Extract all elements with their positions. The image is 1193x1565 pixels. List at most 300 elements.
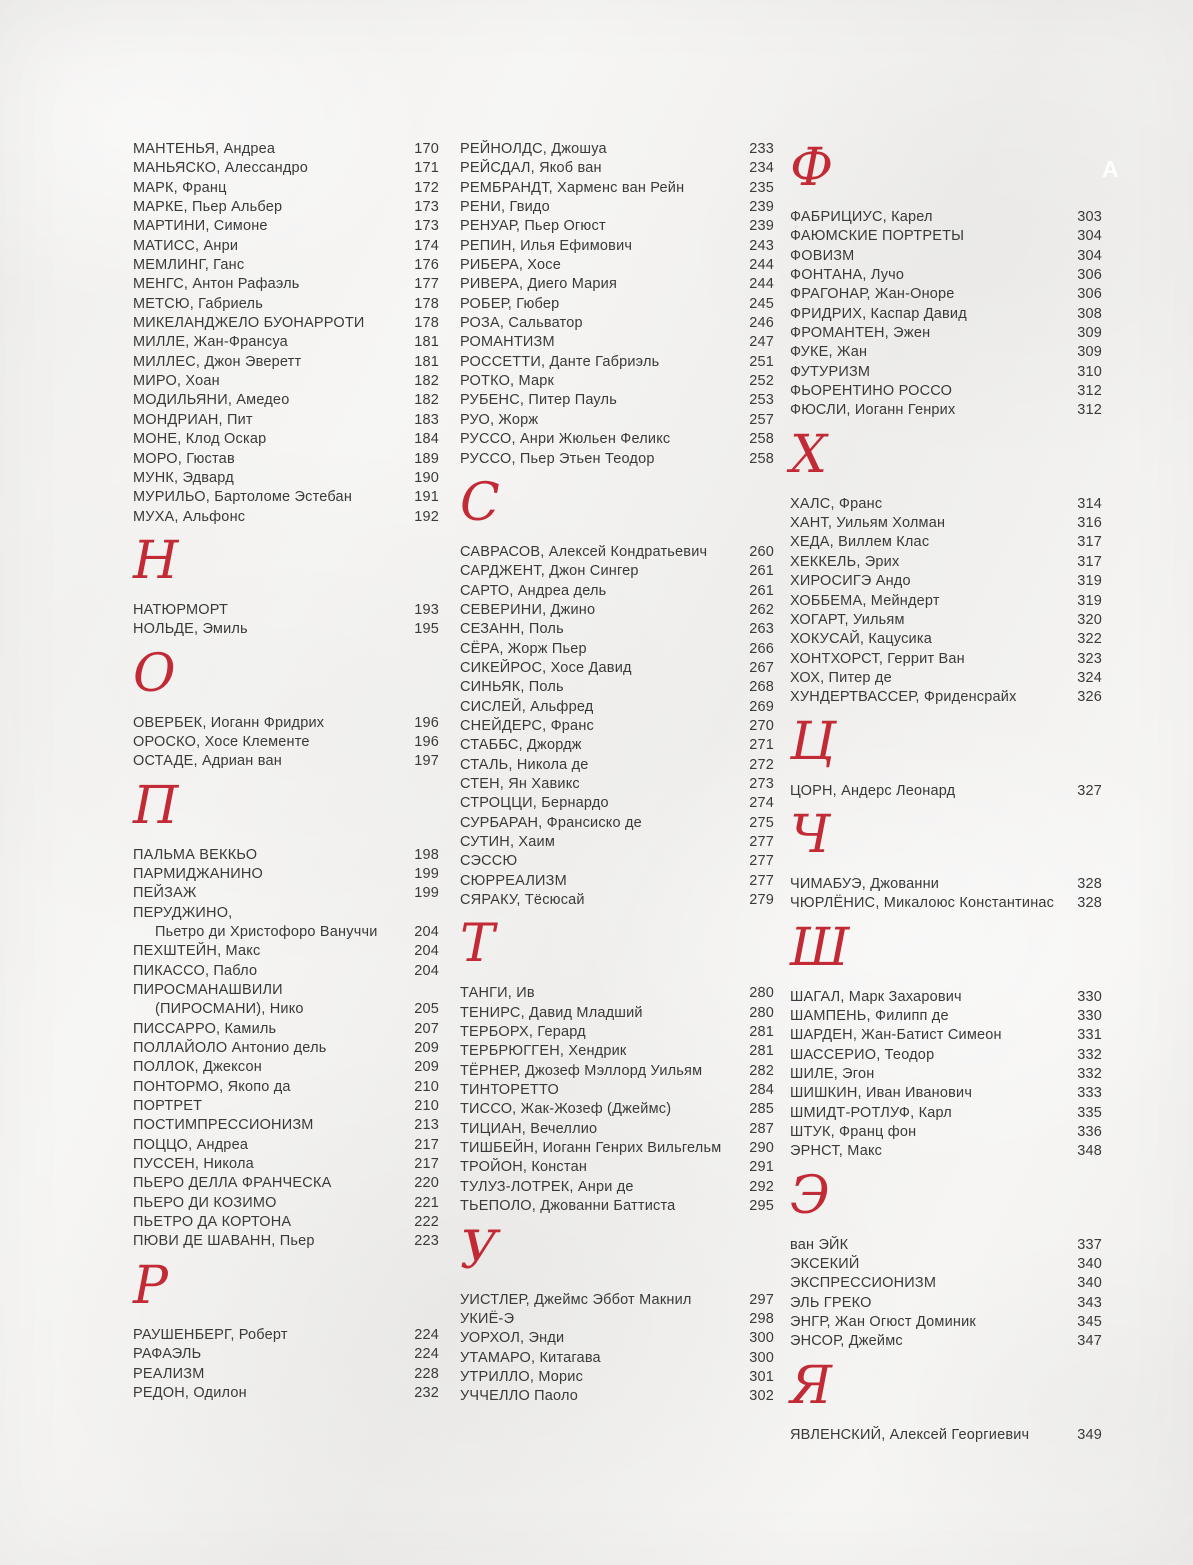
index-entry-continuation [133,923,439,942]
entry-name: МАРТИНИ, Симоне [133,218,268,235]
entry-page: 281 [749,1043,774,1060]
entry-page: 220 [414,1175,439,1192]
entry-page: 174 [414,237,439,254]
entry-name: ШАГАЛ, Марк Захарович [790,988,962,1005]
entry-page: 306 [1077,267,1102,284]
entry-page: 309 [1077,344,1102,361]
entry-page: 178 [414,315,439,332]
index-entry [133,620,439,639]
entry-page: 322 [1077,631,1102,648]
entry-name: ПОНТОРМО, Якопо да [133,1078,291,1095]
index-entry [460,984,774,1003]
entry-name: ТЬЕПОЛО, Джованни Баттиста [460,1198,676,1215]
entry-name: РУО, Жорж [460,411,539,428]
index-entry [133,865,439,884]
entry-name: СЯРАКУ, Тёсюсай [460,892,585,909]
index-entry [460,1349,774,1368]
entry-page: 303 [1077,209,1102,225]
index-entry [460,1023,774,1042]
section-letter-Р: Р [133,1255,168,1316]
entry-name: РЕЙНОЛДС, Джошуа [460,141,607,157]
entry-page: 223 [414,1233,439,1250]
entry-name: ПАРМИДЖАНИНО [133,865,264,882]
entry-page: 178 [414,295,439,312]
entry-page: 280 [749,1004,774,1021]
entry-page: 309 [1077,325,1102,342]
index-entry [133,942,439,961]
entry-page: 324 [1077,669,1102,686]
section-letter-У: У [460,1220,498,1281]
entry-name: СТРОЦЦИ, Бернардо [460,795,609,812]
entry-name: ПОЛЛАЙОЛО Антонио дель [133,1040,327,1057]
entry-name: РЕЙСДАЛ, Якоб ван [460,160,602,177]
entry-page: 308 [1077,305,1102,322]
entry-page: 337 [1077,1236,1102,1253]
index-entry [133,733,439,752]
index-entry [460,717,774,736]
entry-name: ПЕРУДЖИНО, [133,904,233,921]
entry-name: СНЕЙДЕРС, Франс [460,717,594,734]
entry-name: МОРО, Гюстав [133,450,235,467]
entry-page: 340 [1077,1256,1102,1273]
section-letter-Ч: Ч [790,804,831,865]
entry-name: РУССО, Пьер Этьен Теодор [460,450,655,467]
entry-page: 300 [749,1349,774,1366]
entry-page: 292 [749,1178,774,1195]
index-entry [460,852,774,871]
index-entry [133,1213,439,1232]
entry-page: 304 [1077,247,1102,264]
index-entry [790,533,1102,552]
entry-name: МУНК, Эдвард [133,469,234,486]
index-entry [460,1100,774,1119]
entry-name: ПОСТИМПРЕССИОНИЗМ [133,1117,314,1134]
index-entry [133,981,439,1000]
entry-page: 274 [749,795,774,812]
index-entry [460,640,774,659]
entry-name: ПИРОСМАНАШВИЛИ [133,982,283,998]
entry-name: ТЕНИРС, Давид Младший [460,1004,643,1021]
entry-page: 277 [749,872,774,889]
entry-page: 304 [1077,228,1102,245]
entry-page: 257 [749,411,774,428]
entry-name: ЯВЛЕНСКИЙ, Алексей Георгиевич [790,1426,1030,1443]
index-entry [790,1142,1102,1161]
entry-name: СТАЛЬ, Никола де [460,756,589,773]
entry-name: МАНТЕНЬЯ, Андреа [133,141,276,157]
entry-page: 263 [749,621,774,638]
index-entry [790,553,1102,572]
entry-page: 234 [749,160,774,177]
entry-name: МИЛЛЕ, Жан-Франсуа [133,334,288,351]
index-entry [460,450,774,469]
entry-name: РЕАЛИЗМ [133,1365,205,1382]
entry-name: ТЕРБОРХ, Герард [460,1024,586,1041]
entry-page: 316 [1077,515,1102,532]
entry-name: СТЕН, Ян Хавикс [460,775,580,792]
index-entry [460,659,774,678]
entry-name: ХЕККЕЛЬ, Эрих [790,553,900,570]
entry-name: ЭНГР, Жан Огюст Доминик [790,1314,976,1331]
entry-name: МИКЕЛАНДЖЕЛО БУОНАРРОТИ [133,315,365,332]
entry-page: 285 [749,1101,774,1118]
entry-page: 172 [414,179,439,196]
entry-page: 335 [1077,1104,1102,1121]
index-entry [133,1039,439,1058]
index-entry [790,572,1102,591]
entry-page: 302 [749,1388,774,1405]
entry-name: СИНЬЯК, Поль [460,679,564,696]
index-entry [790,1274,1102,1293]
entry-page: 210 [414,1078,439,1095]
entry-name: МУХА, Альфонс [133,508,246,525]
entry-name: ЭЛЬ ГРЕКО [790,1294,872,1311]
entry-page: 189 [414,450,439,467]
entry-page: 213 [414,1117,439,1134]
index-entry [790,1046,1102,1065]
entry-page: 349 [1077,1426,1102,1443]
entry-name: СИСЛЕЙ, Альфред [460,698,594,715]
entry-name: ПЮВИ ДЕ ШАВАНН, Пьер [133,1233,315,1250]
entry-page: 348 [1077,1143,1102,1160]
index-entry [133,450,439,469]
index-entry [790,1332,1102,1351]
entry-name: ТАНГИ, Ив [460,985,535,1002]
entry-page: 217 [414,1136,439,1153]
index-entry [133,1078,439,1097]
index-entry [133,411,439,430]
index-entry [133,962,439,981]
entry-page: 193 [414,601,439,618]
entry-page: 173 [414,218,439,235]
entry-page: 176 [414,257,439,274]
index-entry [460,391,774,410]
entry-page: 300 [749,1330,774,1347]
index-entry [133,372,439,391]
entry-page: 258 [749,431,774,448]
index-entry [460,1042,774,1061]
entry-name: ФЮСЛИ, Иоганн Генрих [790,402,956,419]
index-entry [460,1387,774,1406]
entry-name: ЧИМАБУЭ, Джованни [790,875,940,892]
index-entry [133,469,439,488]
entry-name: МОДИЛЬЯНИ, Амедео [133,392,290,409]
section-letter-Х: Х [790,424,828,485]
entry-page: 199 [414,885,439,902]
index-entry [133,904,439,923]
entry-name: ТЕРБРЮГГЕН, Хендрик [460,1043,627,1060]
entry-name: ТИШБЕЙН, Иоганн Генрих Вильгельм [460,1140,722,1157]
index-entry [790,1426,1102,1445]
entry-page: 295 [749,1198,774,1215]
index-entry [790,988,1102,1007]
index-entry [460,1004,774,1023]
entry-name: УТАМАРО, Китагава [460,1349,601,1366]
index-entry [790,688,1102,707]
entry-name: ЧЮРЛЁНИС, Микалоюс Константинас [790,895,1055,912]
index-entry [460,1158,774,1177]
entry-page: 328 [1077,895,1102,912]
entry-name: ФУТУРИЗМ [790,363,871,380]
entry-page: 210 [414,1098,439,1115]
entry-page: 268 [749,679,774,696]
entry-page: 222 [414,1214,439,1231]
entry-page: 233 [749,141,774,157]
index-entry [133,391,439,410]
entry-name: НАТЮРМОРТ [133,601,229,618]
index-entry [460,179,774,198]
index-entry [133,217,439,236]
entry-name: ШАРДЕН, Жан-Батист Симеон [790,1027,1002,1044]
entry-name: ХЕДА, Виллем Клас [790,534,930,551]
index-entry [790,382,1102,401]
index-entry [790,285,1102,304]
index-entry [133,140,439,159]
entry-name: РЕДОН, Одилон [133,1384,247,1401]
index-entry [460,295,774,314]
entry-page: 239 [749,199,774,216]
index-entry [133,198,439,217]
index-entry [460,756,774,775]
entry-name: СУРБАРАН, Франсиско де [460,814,642,831]
entry-name: МАТИСС, Анри [133,237,239,254]
entry-name: РЕПИН, Илья Ефимович [460,237,633,254]
entry-name: МАРК, Франц [133,179,227,196]
index-entry [790,1065,1102,1084]
entry-page: 287 [749,1120,774,1137]
entry-name: ПОРТРЕТ [133,1098,203,1115]
entry-page: 190 [414,469,439,486]
entry-name: ФУКЕ, Жан [790,344,868,361]
entry-page: 196 [414,733,439,750]
entry-name: ЦОРН, Андерс Леонард [790,782,956,799]
entry-page: 267 [749,659,774,676]
entry-page: 314 [1077,495,1102,512]
entry-name: РИВЕРА, Диего Мария [460,276,618,293]
entry-page: 209 [414,1040,439,1057]
entry-page: 182 [414,373,439,390]
entry-page: 182 [414,392,439,409]
index-entry [790,875,1102,894]
entry-name: РОЗА, Сальватор [460,315,583,332]
index-entry [133,488,439,507]
index-entry [790,514,1102,533]
entry-name: УОРХОЛ, Энди [460,1330,565,1347]
entry-page: 284 [749,1082,774,1099]
index-entry [790,630,1102,649]
entry-page: 281 [749,1024,774,1041]
entry-page: 317 [1077,553,1102,570]
entry-page: 171 [414,160,439,177]
index-entry [790,247,1102,266]
index-entry [790,227,1102,246]
entry-page: 204 [414,923,439,940]
entry-page: 191 [414,489,439,506]
section-letter-Ф: Ф [790,138,834,198]
entry-name: ЭКСПРЕССИОНИЗМ [790,1275,937,1292]
entry-name: ШИШКИН, Иван Иванович [790,1085,973,1102]
index-entry [133,1345,439,1364]
entry-name: ПЬЕРО ДИ КОЗИМО [133,1194,277,1211]
section-letter-Э: Э [790,1165,830,1226]
entry-page: 280 [749,985,774,1002]
index-entry [460,1310,774,1329]
entry-name: САРДЖЕНТ, Джон Сингер [460,563,639,580]
entry-page: 331 [1077,1027,1102,1044]
entry-page: 275 [749,814,774,831]
index-entry [790,1313,1102,1332]
index-entry [460,353,774,372]
index-entry [790,1026,1102,1045]
entry-page: 326 [1077,689,1102,706]
entry-page: 312 [1077,402,1102,419]
entry-page: 277 [749,853,774,870]
entry-name: ХАЛС, Франс [790,495,883,512]
entry-page: 306 [1077,286,1102,303]
index-entry [460,1178,774,1197]
entry-page: 170 [414,141,439,157]
entry-name: РОССЕТТИ, Данте Габриэль [460,353,660,370]
entry-name: ТЁРНЕР, Джозеф Мэллорд Уильям [460,1062,703,1079]
entry-name: (ПИРОСМАНИ), Нико [155,1001,304,1018]
section-letter-Я: Я [790,1355,832,1416]
index-entry [790,208,1102,227]
entry-name: САРТО, Андреа дель [460,582,607,599]
index-entry [790,1084,1102,1103]
section-letter-Ц: Ц [790,711,836,772]
entry-page: 266 [749,640,774,657]
section-letter-П: П [133,775,179,836]
index-entry [133,1020,439,1039]
index-entry [460,237,774,256]
entry-name: НОЛЬДЕ, Эмиль [133,621,248,638]
entry-name: ЭКСЕКИЙ [790,1256,860,1273]
entry-page: 253 [749,392,774,409]
entry-name: СЭССЮ [460,853,518,870]
entry-page: 244 [749,257,774,274]
index-entry [133,1232,439,1251]
entry-name: ПИССАРРО, Камиль [133,1020,277,1037]
entry-name: ХИРОСИГЭ Андо [790,573,911,590]
entry-page: 173 [414,199,439,216]
index-entry [460,891,774,910]
entry-page: 298 [749,1310,774,1327]
entry-name: МАРКЕ, Пьер Альбер [133,199,283,216]
index-entry [133,237,439,256]
entry-name: РЕНУАР, Пьер Огюст [460,218,606,235]
entry-page: 317 [1077,534,1102,551]
entry-page: 243 [749,237,774,254]
entry-name: ХУНДЕРТВАССЕР, Фриденсрайх [790,689,1017,706]
entry-page: 271 [749,737,774,754]
entry-page: 347 [1077,1333,1102,1350]
entry-name: ТРОЙОН, Констан [460,1159,588,1176]
index-entry [133,353,439,372]
index-entry [460,372,774,391]
entry-page: 312 [1077,383,1102,400]
entry-page: 269 [749,698,774,715]
entry-name: МУРИЛЬО, Бартоломе Эстебан [133,489,353,506]
index-entry [460,794,774,813]
index-column-3 [790,140,1102,1445]
index-entry [460,620,774,639]
index-entry [460,1062,774,1081]
entry-name: УТРИЛЛО, Морис [460,1368,584,1385]
entry-page: 224 [414,1326,439,1343]
entry-name: ТИССО, Жак-Жозеф (Джеймс) [460,1101,672,1118]
index-entry [790,782,1102,801]
index-entry [133,1194,439,1213]
entry-name: ФРОМАНТЕН, Эжен [790,325,931,342]
entry-page: 319 [1077,573,1102,590]
entry-name: ТИНТОРЕТТО [460,1082,559,1099]
index-entry [133,314,439,333]
entry-name: УИСТЛЕР, Джеймс Эббот Макнил [460,1291,692,1308]
index-entry [460,411,774,430]
entry-name: ШТУК, Франц фон [790,1124,917,1140]
entry-name: ХОББЕМА, Мейндерт [790,592,940,609]
entry-name: ОВЕРБЕК, Иоганн Фридрих [133,714,325,731]
entry-name: ПОЛЛОК, Джексон [133,1059,262,1076]
entry-name: СУТИН, Хаим [460,834,556,850]
entry-name: РАУШЕНБЕРГ, Роберт [133,1326,288,1343]
index-entry [460,1368,774,1387]
index-entry [460,275,774,294]
entry-page: 252 [749,373,774,390]
entry-page: 336 [1077,1124,1102,1140]
entry-page: 261 [749,582,774,599]
entry-page: 221 [414,1194,439,1211]
index-entry [133,1326,439,1345]
entry-page: 330 [1077,1007,1102,1024]
entry-name: РОМАНТИЗМ [460,334,555,351]
index-entry [133,1136,439,1155]
entry-name: РИБЕРА, Хосе [460,257,561,274]
entry-page: 291 [749,1159,774,1176]
entry-name: ФАБРИЦИУС, Карел [790,209,933,225]
index-entry [460,582,774,601]
index-entry [460,256,774,275]
index-entry [790,1123,1102,1142]
index-entry [790,343,1102,362]
entry-name: ФОВИЗМ [790,247,855,264]
entry-page: 319 [1077,592,1102,609]
entry-page: 328 [1077,875,1102,892]
index-entry [133,1058,439,1077]
index-entry [133,714,439,733]
index-entry [460,1291,774,1310]
entry-name: СИКЕЙРОС, Хосе Давид [460,659,632,676]
entry-name: ШИЛЕ, Эгон [790,1065,875,1082]
index-entry [790,650,1102,669]
index-entry [790,266,1102,285]
entry-name: СЮРРЕАЛИЗМ [460,872,567,889]
index-entry [790,1236,1102,1255]
index-entry [790,1007,1102,1026]
entry-page: 262 [749,601,774,618]
watermark-letter: A [1102,156,1120,182]
entry-name: МАНЬЯСКО, Алессандро [133,160,309,177]
index-entry [460,872,774,891]
index-column-1 [133,140,439,1403]
index-entry [460,736,774,755]
entry-page: 332 [1077,1065,1102,1082]
index-entry [133,846,439,865]
entry-page: 261 [749,563,774,580]
entry-page: 228 [414,1365,439,1382]
index-entry-continuation [133,1000,439,1019]
index-entry [790,495,1102,514]
